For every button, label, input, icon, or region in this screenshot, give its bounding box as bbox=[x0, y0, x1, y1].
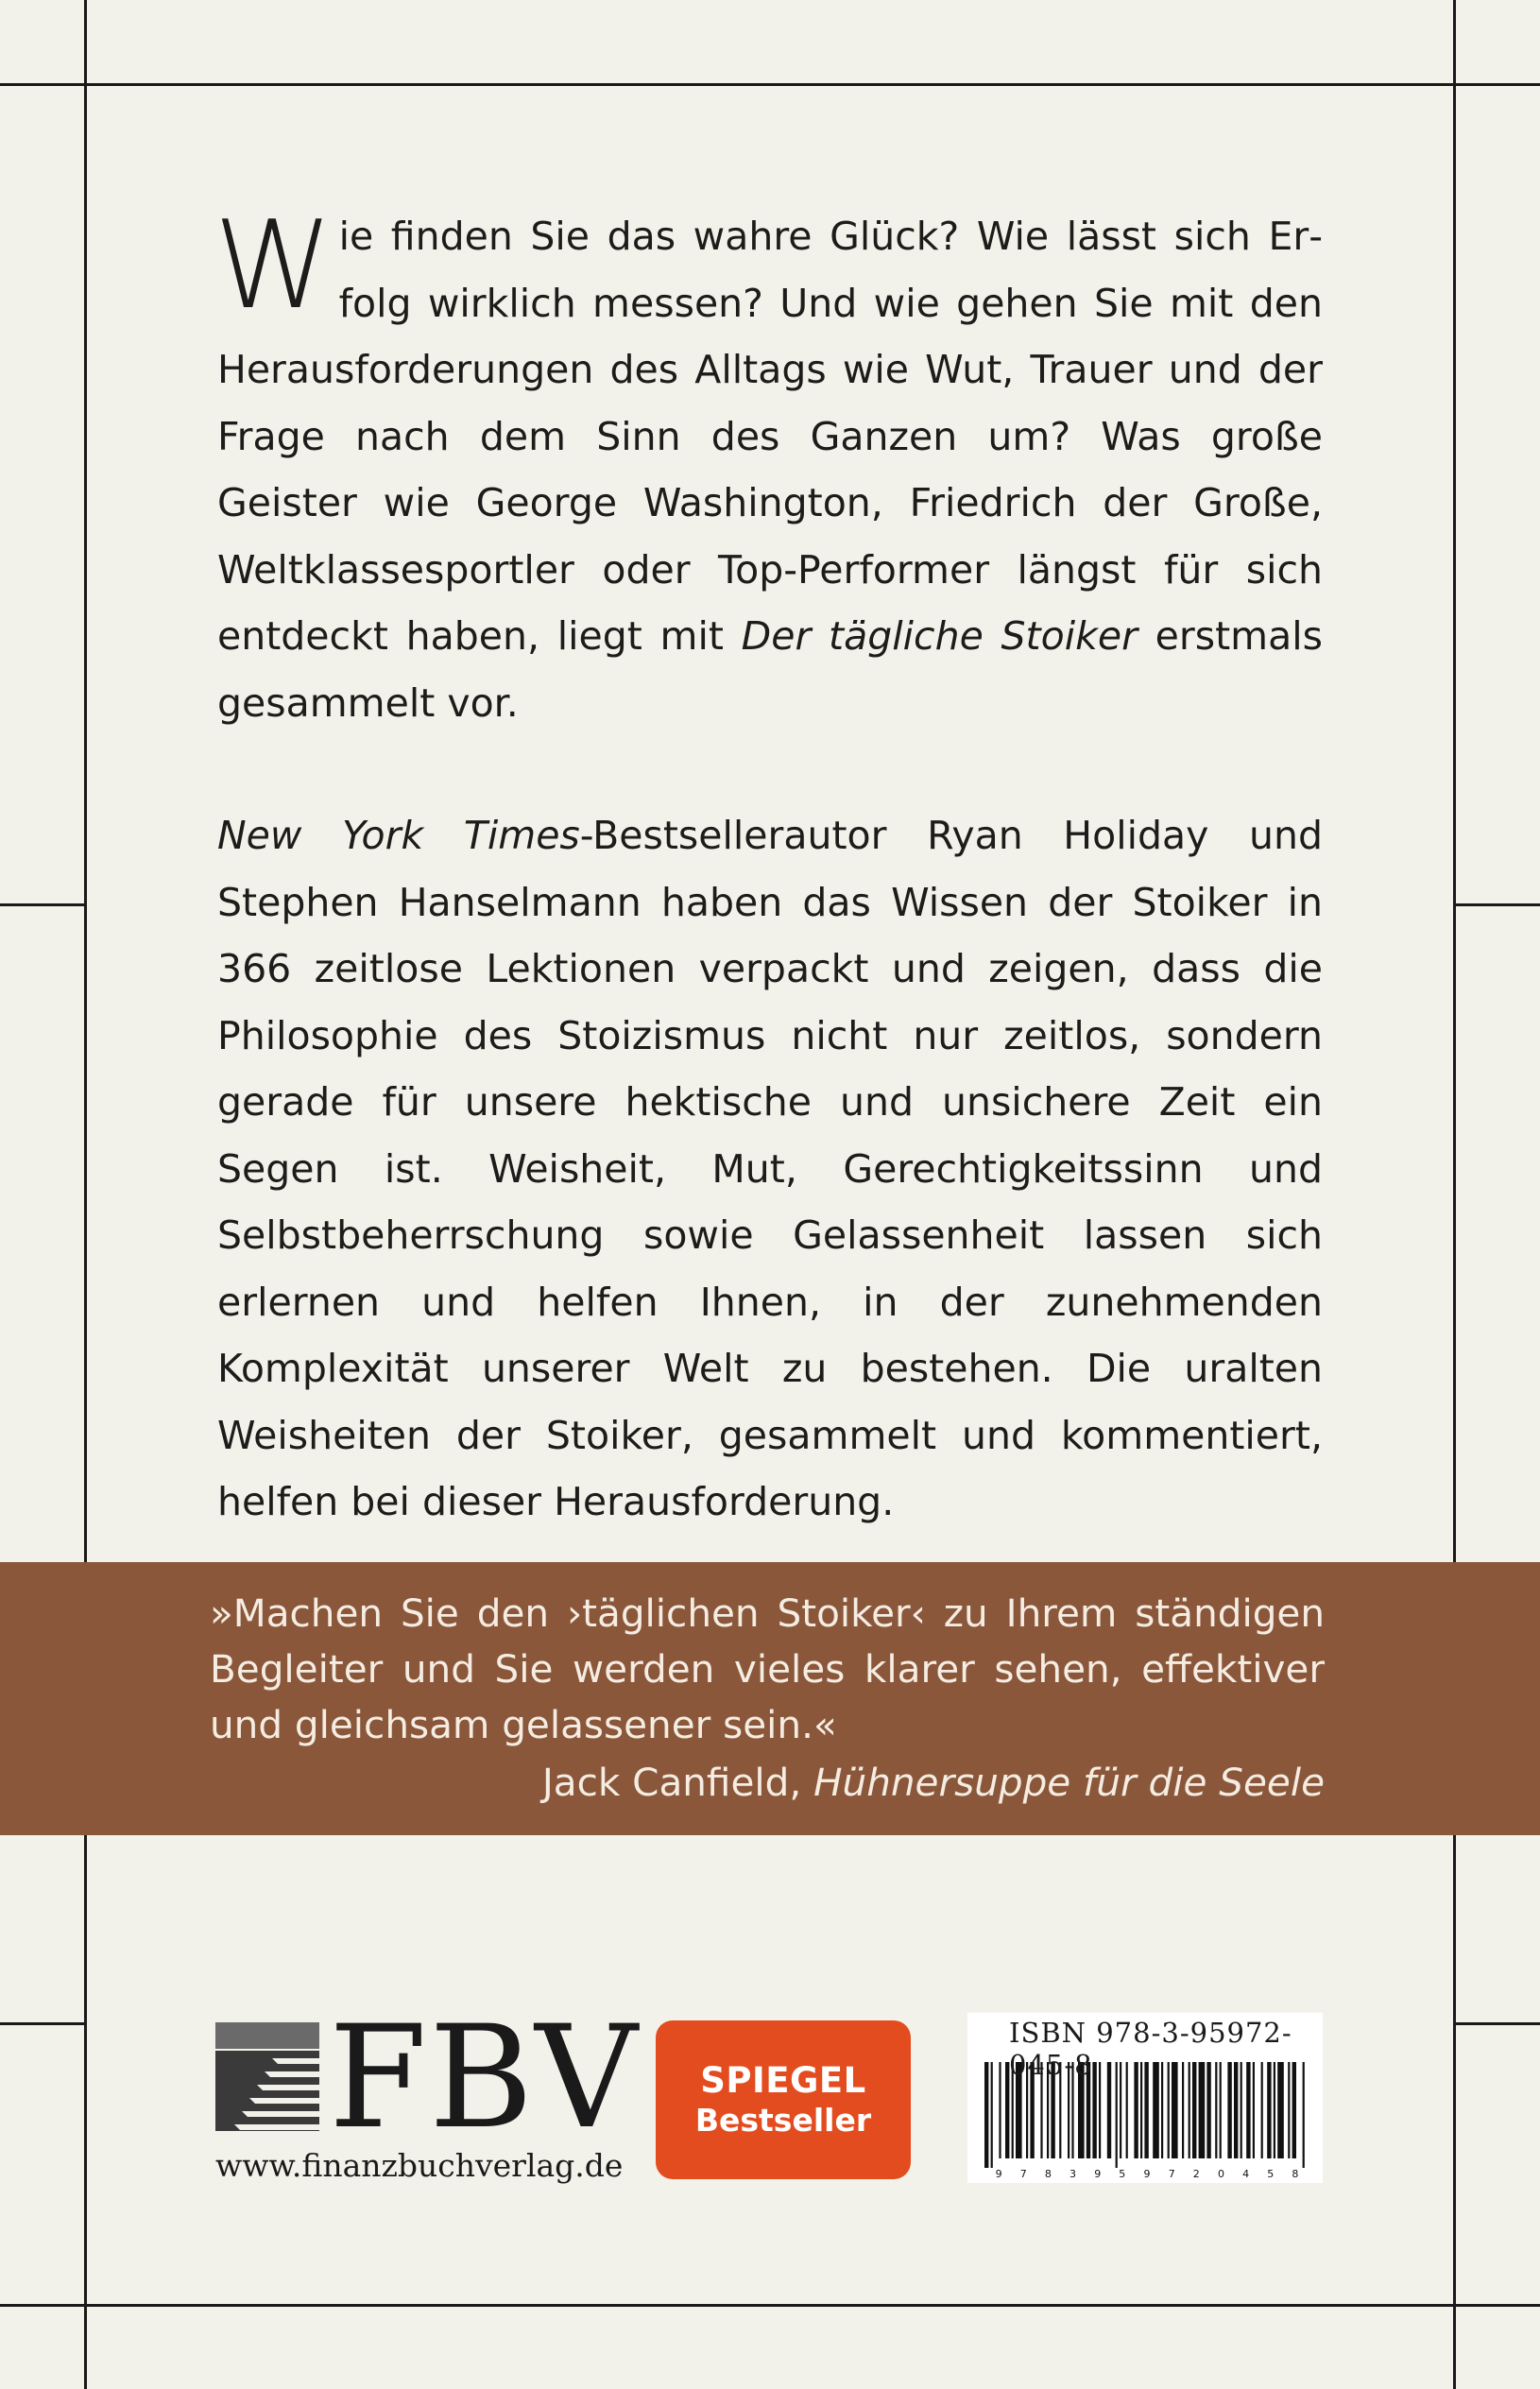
barcode-digit: 5 bbox=[1119, 2168, 1126, 2180]
blurb-paragraph-2 bbox=[217, 802, 1323, 1536]
barcode-digit: 2 bbox=[1192, 2168, 1200, 2180]
frame-line-bottom bbox=[0, 2304, 1540, 2307]
barcode-digit: 7 bbox=[1019, 2168, 1027, 2180]
barcode-bar bbox=[984, 2062, 988, 2168]
drop-cap: W bbox=[214, 196, 334, 336]
logo-wordmark: FBV bbox=[329, 1996, 640, 2160]
frame-line-left bbox=[84, 0, 87, 2389]
barcode-digit: 9 bbox=[1094, 2168, 1102, 2180]
barcode-digit: 3 bbox=[1069, 2168, 1076, 2180]
barcode-digit: 0 bbox=[1218, 2168, 1224, 2180]
book-title-italic: Der tägliche Stoiker bbox=[741, 613, 1138, 659]
fbv-emblem-icon bbox=[215, 2022, 319, 2131]
frame-line-top bbox=[0, 83, 1540, 86]
frame-tick-left-1 bbox=[0, 903, 85, 906]
barcode-box bbox=[967, 2013, 1323, 2183]
blurb-p1-lead: ie finden Sie das wahre Glück? Wie lässt sich Erfolg wirklich messen? Und wie gehen Sie mit den Herausforderungen des Alltags wie Wut, Trauer und der Frage nach dem Sinn des Ganzen um? Was große Geister wie George Washington, Friedrich der Große, Weltklassesportler oder Top-Performer längst für sich entdeckt haben, liegt mit bbox=[217, 214, 1323, 659]
frame-tick-left-2 bbox=[0, 2022, 85, 2025]
quote-text: »Machen Sie den ›täglichen Stoiker‹ zu Ihrem ständigen Begleiter und Sie werden vieles klarer sehen, effektiver und gleichsam gelassener sein.« bbox=[210, 1590, 1325, 1747]
barcode-digit: 8 bbox=[1292, 2168, 1299, 2180]
badge-line-1: SPIEGEL bbox=[700, 2060, 866, 2101]
barcode-digit: 4 bbox=[1242, 2168, 1250, 2180]
frame-tick-right-1 bbox=[1455, 903, 1540, 906]
barcode-digit: 8 bbox=[1044, 2168, 1052, 2180]
isbn-text: ISBN 978-3-95972-045-8 bbox=[1009, 2017, 1292, 2081]
quote-attribution bbox=[542, 1755, 1325, 1811]
barcode-bar bbox=[999, 2062, 1001, 2158]
publisher-website: www.finanzbuchverlag.de bbox=[215, 2147, 624, 2184]
blurb-paragraph-1 bbox=[214, 196, 1323, 736]
barcode-bar bbox=[991, 2062, 993, 2168]
barcode-digit: 9 bbox=[1143, 2168, 1151, 2180]
blurb-p1-tail: erstmals gesammelt vor. bbox=[217, 613, 1323, 726]
blurb-text bbox=[214, 196, 1323, 1536]
frame-tick-right-2 bbox=[1455, 2022, 1540, 2025]
barcode-digit: 9 bbox=[995, 2168, 1002, 2180]
quote-band bbox=[0, 1562, 1540, 1835]
badge-line-2: Bestseller bbox=[694, 2102, 872, 2139]
barcode-digit: 5 bbox=[1267, 2168, 1275, 2180]
spiegel-bestseller-badge bbox=[656, 2020, 911, 2179]
publisher-logo bbox=[215, 1996, 640, 2160]
frame-line-right bbox=[1453, 0, 1456, 2389]
nyt-italic: New York Times bbox=[217, 813, 580, 858]
quote-work: Hühnersuppe für die Seele bbox=[813, 1760, 1325, 1805]
blurb-p2-rest: -Bestsellerautor Ryan Holiday und Stephen Hanselmann haben das Wissen der Stoiker in 366 zeitlose Lektionen verpackt und zeigen, dass die Philosophie des Stoizismus nicht nur zeitlos, sondern gerade für unsere hektische und unsichere Zeit ein Segen ist. Weisheit, Mut, Gerechtigkeitssinn und Selbstbeherrschung sowie Gelassenheit lassen sich erlernen und helfen Ihnen, in der zunehmenden Komplexität unserer Welt zu bestehen. Die uralten Weisheiten der Stoiker, gesammelt und kommentiert, helfen bei dieser Herausforderung. bbox=[217, 813, 1323, 1524]
quote-author: Jack Canfield, bbox=[541, 1760, 814, 1805]
barcode-digit: 7 bbox=[1168, 2168, 1175, 2180]
